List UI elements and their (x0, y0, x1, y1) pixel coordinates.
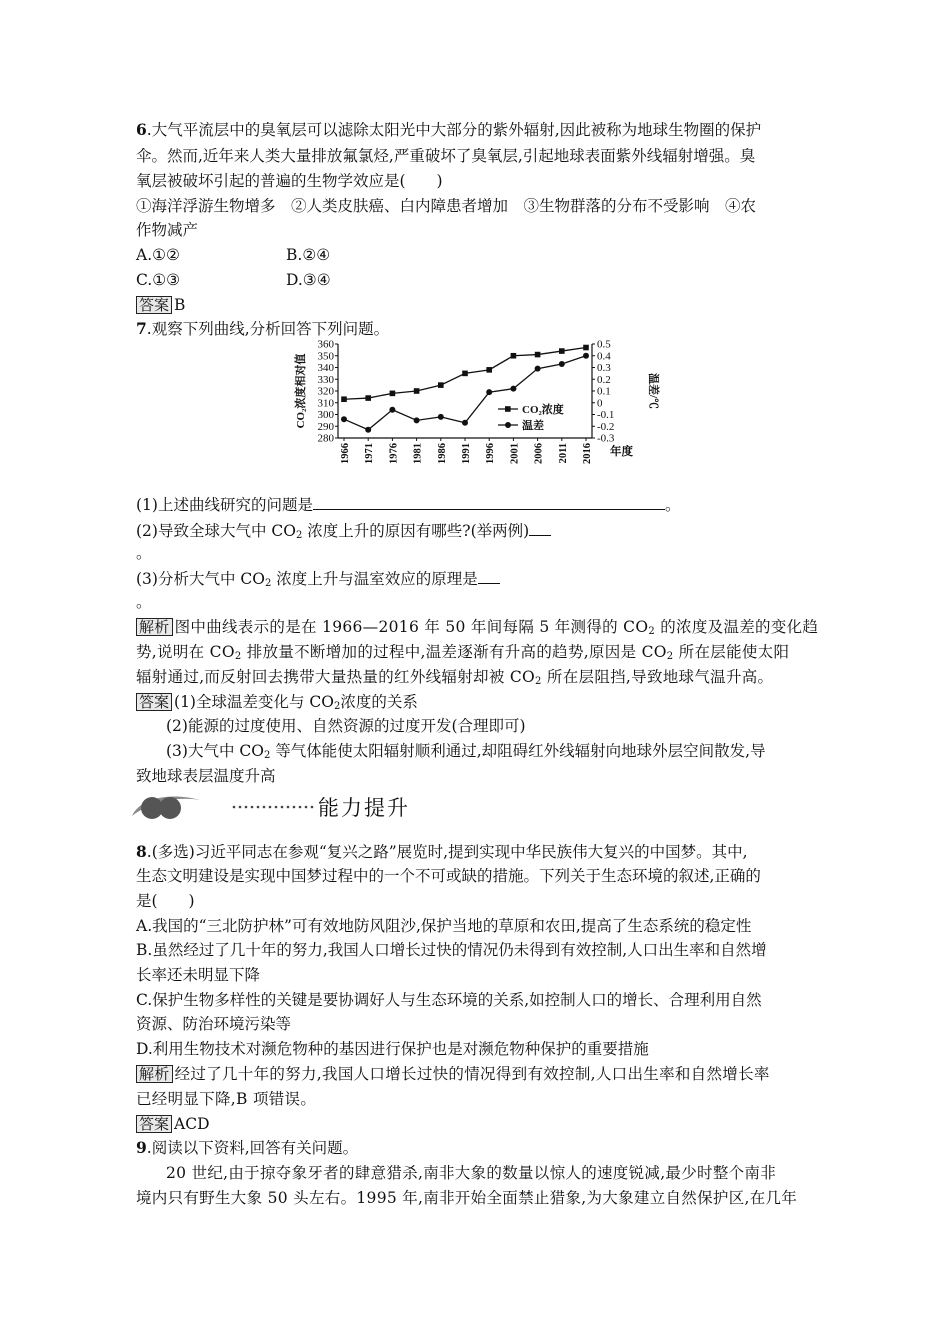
y-right-tick-label: -0.1 (597, 409, 615, 421)
answer-tag: 答案 (136, 296, 172, 314)
q8-number: 8 (136, 842, 147, 861)
y-right-tick-label: 0.5 (597, 338, 611, 351)
q6-line-5: 作物减产 (136, 221, 199, 239)
legend-square-icon (505, 406, 511, 412)
q8-analysis-line-2: 已经明显下降,B 项错误。 (136, 1090, 317, 1108)
q6-option-d: D.③④ (286, 271, 331, 289)
legend-circle-icon (505, 422, 511, 428)
x-tick-label: 2011 (557, 443, 569, 464)
q6-option-c: C.①③ (136, 271, 181, 289)
answer-blank-2[interactable] (529, 519, 551, 536)
x-tick-label: 1986 (436, 443, 448, 464)
co2-point (390, 391, 396, 397)
temp-diff-point (510, 386, 516, 392)
co2-point (365, 395, 371, 401)
q6-option-b: B.②④ (286, 246, 331, 264)
legend-label: CO₂浓度 (522, 404, 564, 416)
q7-sub3: (3)分析大气中 $CO_2$ 浓度上升与温室效应的原理是 (136, 567, 500, 589)
q7-stem: 7.观察下列曲线,分析回答下列问题。 (136, 319, 390, 338)
co2-point (511, 353, 517, 359)
q9-paragraph-line-1: 20 世纪,由于掠夺象牙者的肆意猎杀,南非大象的数量以惊人的速度锐减,最少时整个南非 (166, 1164, 777, 1182)
x-tick-label: 2006 (533, 443, 545, 464)
analysis-tag: 解析 (136, 618, 173, 636)
q9-stem: 9.阅读以下资料,回答有关问题。 (136, 1138, 359, 1157)
q8-option-c: C.保护生物多样性的关键是要协调好人与生态环境的关系,如控制人口的增长、合理利用自然 (136, 991, 762, 1009)
temp-diff-point (389, 407, 395, 413)
q6-answer: 答案 B (136, 295, 185, 315)
answer-tag: 答案 (136, 693, 172, 711)
y-left-tick-label: 340 (317, 362, 334, 374)
legend-label: 温差 (522, 420, 544, 432)
y-left-tick-label: 350 (317, 350, 334, 363)
x-axis-title: 年度 (610, 446, 633, 458)
q7-analysis-line-1: 解析 图中曲线表示的是在 1966—2016 年 50 年间每隔 5 年测得的 $CO_2$ 的浓度及温差的变化趋 (136, 617, 818, 637)
q8-answer: 答案 ACD (136, 1114, 210, 1134)
co2-point (438, 382, 444, 388)
q8-line-3: 是( ) (136, 892, 195, 910)
series-line-2 (344, 356, 586, 430)
q6-line-4: ①海洋浮游生物增多 ②人类皮肤癌、白内障患者增加 ③生物群落的分布不受影响 ④农 (136, 197, 757, 215)
co2-point (341, 396, 347, 402)
answer-blank-3[interactable] (478, 567, 500, 584)
q7-sub1: (1)上述曲线研究的问题是 。 (136, 493, 680, 515)
temp-diff-point (462, 420, 468, 426)
y-right-tick-label: 0.2 (597, 373, 611, 386)
q7-answer-line-1: 答案 (1)全球温差变化与 $CO_2$浓度的关系 (136, 692, 418, 712)
temp-diff-point (583, 353, 589, 359)
y-right-tick-label: 0.1 (597, 385, 611, 398)
y-right-tick-label: 0 (597, 397, 603, 410)
q8-option-d: D.利用生物技术对濒危物种的基因进行保护也是对濒危物种保护的重要措施 (136, 1040, 649, 1058)
q6-option-a: A.①② (136, 246, 180, 264)
x-tick-label: 2001 (509, 443, 521, 464)
y-right-tick-label: 0.3 (597, 362, 611, 374)
y-left-tick-label: 320 (317, 385, 334, 398)
q7-sub2: (2)导致全球大气中 $CO_2$ 浓度上升的原因有哪些?(举两例) (136, 519, 551, 541)
co2-point (559, 348, 565, 354)
x-tick-label: 1976 (388, 443, 400, 464)
y-right-tick-label: -0.3 (597, 432, 615, 445)
co2-point (583, 345, 589, 351)
y-left-tick-label: 280 (317, 432, 334, 445)
temp-diff-point (559, 361, 565, 367)
q8-line-2: 生态文明建设是实现中国梦过程中的一个不可或缺的措施。下列关于生态环境的叙述,正确的 (136, 867, 761, 885)
banner-circle-icon (159, 797, 181, 819)
co2-point (414, 388, 420, 394)
x-tick-label: 1991 (461, 443, 472, 464)
temp-diff-point (486, 389, 492, 395)
y-left-tick-label: 310 (317, 397, 334, 410)
y-right-tick-label: 0.4 (597, 350, 611, 363)
temp-diff-point (438, 414, 444, 420)
q6-line-3: 氧层被破坏引起的普遍的生物学效应是( ) (136, 172, 443, 190)
q8-option-b-cont: 长率还未明显下降 (136, 966, 261, 984)
x-tick-label: 1971 (364, 443, 376, 464)
q7-analysis-line-3: 辐射通过,而反射回去携带大量热量的红外线辐射却被 $CO_2$ 所在层阻挡,导致地球气温升高。 (136, 668, 774, 687)
q7-number: 7 (136, 319, 147, 338)
answer-blank-1[interactable] (313, 493, 665, 510)
q7-sub2-end: 。 (136, 544, 152, 562)
section-title: 能力提升 (318, 796, 410, 820)
y-left-axis-title: CO₂浓度相对值 (295, 353, 307, 429)
x-tick-label: 1981 (412, 443, 424, 464)
co2-point (486, 367, 492, 373)
q8-analysis-line-1: 解析 经过了几十年的努力,我国人口增长过快的情况得到有效控制,人口出生率和自然增长率 (136, 1064, 770, 1084)
temp-diff-point (414, 417, 420, 423)
x-tick-label: 1966 (340, 443, 351, 464)
x-tick-label: 1996 (485, 443, 497, 464)
analysis-tag: 解析 (136, 1065, 173, 1083)
x-tick-label: 2016 (582, 443, 593, 464)
co2-point (535, 352, 541, 358)
y-left-tick-label: 290 (317, 420, 334, 433)
q7-sub3-end: 。 (136, 593, 152, 611)
q7-answer-line-4: 致地球表层温度升高 (136, 767, 276, 785)
q7-answer-line-3: (3)大气中 $CO_2$ 等气体能使太阳辐射顺利通过,却阻碍红外线辐射向地球外层空间散发,导 (166, 742, 766, 761)
y-left-tick-label: 330 (317, 373, 334, 386)
q6-line-2: 伞。然而,近年来人类大量排放氟氯烃,严重破坏了臭氧层,引起地球表面紫外线辐射增强。臭 (136, 147, 756, 165)
y-left-tick-label: 360 (317, 338, 334, 351)
q7-answer-line-2: (2)能源的过度使用、自然资源的过度开发(合理即可) (166, 717, 526, 735)
y-left-tick-label: 300 (317, 409, 334, 421)
q9-paragraph-line-2: 境内只有野生大象 50 头左右。1995 年,南非开始全面禁止猎象,为大象建立自然保护区,在几年 (136, 1189, 798, 1207)
answer-tag: 答案 (136, 1115, 172, 1133)
banner-dots (233, 806, 314, 809)
co2-temperature-chart (292, 338, 664, 470)
q8-option-b: B.虽然经过了几十年的努力,我国人口增长过快的情况仍未得到有效控制,人口出生率和自然增 (136, 941, 767, 959)
y-right-tick-label: -0.2 (597, 420, 615, 433)
temp-diff-point (365, 427, 371, 433)
q7-analysis-line-2: 势,说明在 $CO_2$ 排放量不断增加的过程中,温差逐渐有升高的趋势,原因是 $CO_2$ 所在层能使太阳 (136, 643, 790, 662)
q9-number: 9 (136, 1138, 147, 1157)
y-right-axis-title: 温差/℃ (647, 372, 659, 410)
co2-point (462, 371, 468, 377)
q8-option-a: A.我国的“三北防护林”可有效地防风阻沙,保护当地的草原和农田,提高了生态系统的稳定性 (136, 917, 752, 935)
q6-number: 6 (136, 120, 147, 139)
q8-option-c-cont: 资源、防治环境污染等 (136, 1015, 292, 1033)
temp-diff-point (341, 416, 347, 422)
q6-line-1: 6.大气平流层中的臭氧层可以滤除太阳光中大部分的紫外辐射,因此被称为地球生物圈的保护 (136, 120, 762, 139)
q8-line-1: 8.(多选)习近平同志在参观“复兴之路”展览时,提到实现中华民族伟大复兴的中国梦。其中, (136, 842, 748, 861)
temp-diff-point (535, 366, 541, 372)
